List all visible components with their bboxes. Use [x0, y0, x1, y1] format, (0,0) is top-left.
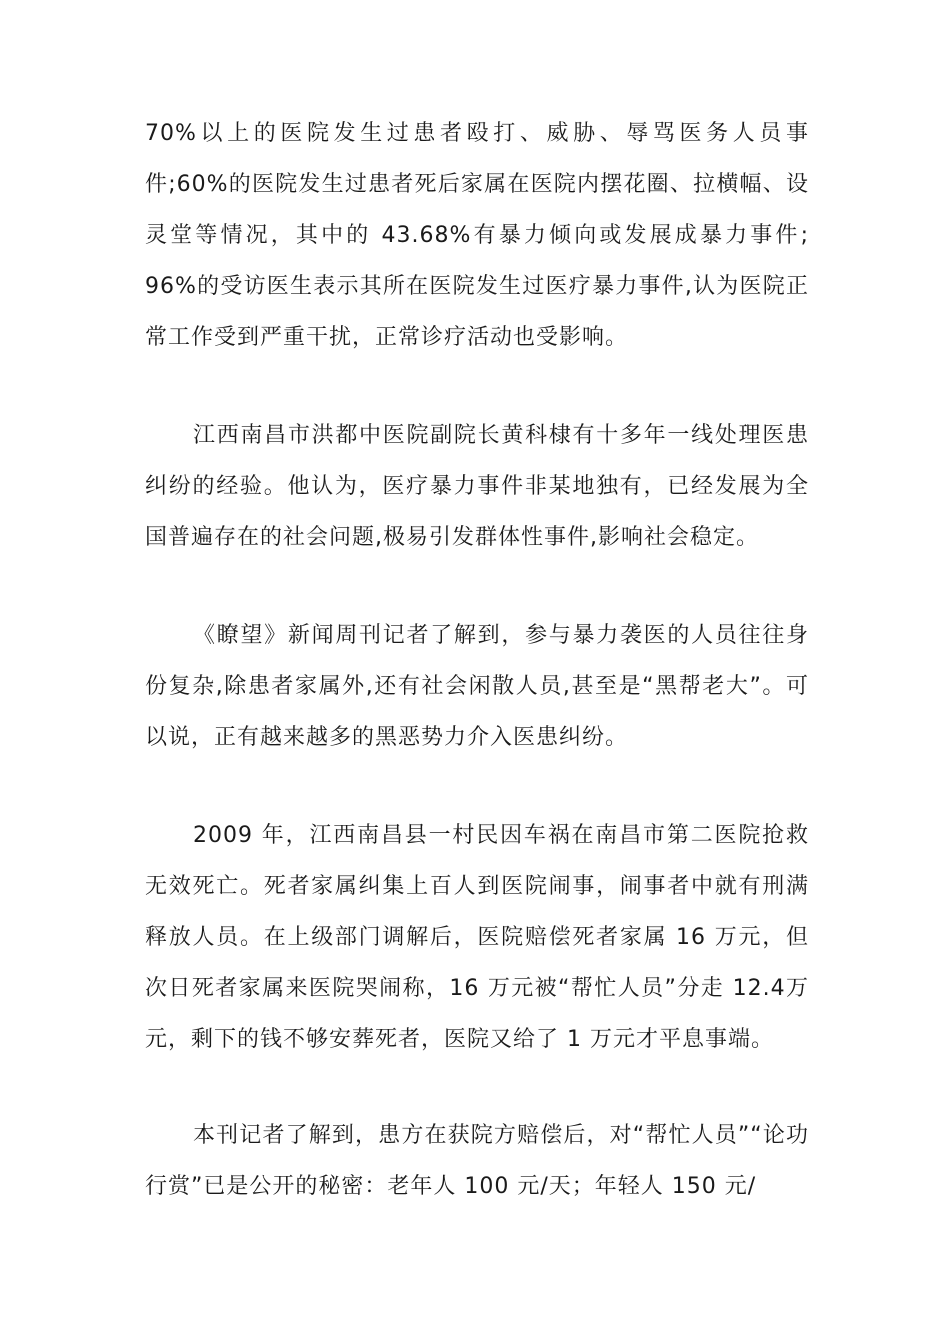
paragraph-2009-nanchang-case: 2009 年，江西南昌县一村民因车祸在南昌市第二医院抢救无效死亡。死者家属纠集上百人到医院闹事，闹事者中就有刑满释放人员。在上级部门调解后，医院赔偿死者家属 16 万元，但次日死者家属来医院哭闹称，16 万元被“帮忙人员”分走 12.4万元，剩下的钱不够安葬死者，医院又给了 1 万元才平息事端。 [145, 823, 809, 1052]
paragraph-hospital-violence-stats: 70%以上的医院发生过患者殴打、威胁、辱骂医务人员事件;60%的医院发生过患者死后家属在医院内摆花圈、拉横幅、设灵堂等情况，其中的 43.68%有暴力倾向或发展成暴力事件; 96%的受访医生表示其所在医院发生过医疗暴力事件,认为医院正常工作受到严重干扰，正常诊疗活动也受影响。 [145, 121, 809, 350]
paragraph-huang-kedi-opinion: 江西南昌市洪都中医院副院长黄科棣有十多年一线处理医患纠纷的经验。他认为，医疗暴力事件非某地独有，已经发展为全国普遍存在的社会问题,极易引发群体性事件,影响社会稳定。 [145, 423, 809, 550]
paragraph-liaowang-findings: 《瞭望》新闻周刊记者了解到，参与暴力袭医的人员往往身份复杂,除患者家属外,还有社会闲散人员,甚至是“黑帮老大”。可以说，正有越来越多的黑恶势力介入医患纠纷。 [145, 623, 809, 750]
paragraph-reward-practice: 本刊记者了解到，患方在获院方赔偿后，对“帮忙人员”“论功行赏”已是公开的秘密：老年人 100 元/天；年轻人 150 元/ [145, 1123, 809, 1199]
